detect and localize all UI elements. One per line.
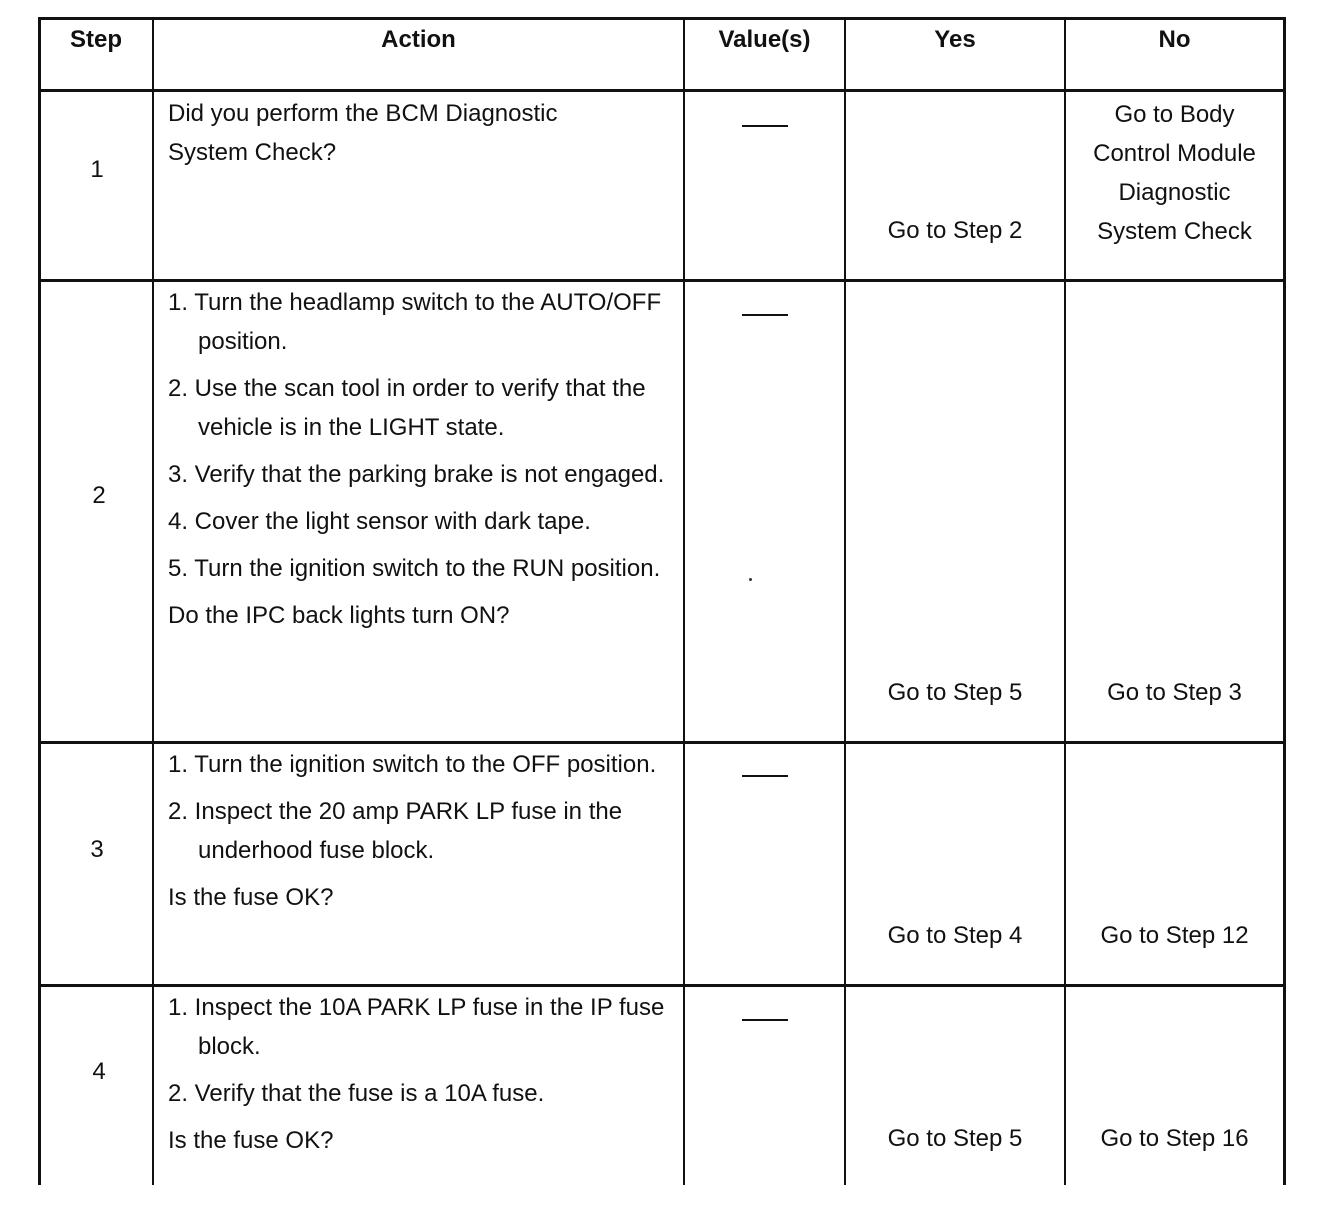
header-action: Action [381, 26, 456, 53]
step-number: 1 [90, 156, 104, 183]
grid-line [844, 17, 846, 1185]
step-number: 2 [92, 482, 106, 509]
grid-line [38, 741, 1286, 744]
yes-result: Go to Step 2 [887, 217, 1023, 244]
step-number: 4 [92, 1058, 106, 1085]
header-yes: Yes [934, 26, 976, 53]
grid-line [38, 17, 41, 1185]
list-item: 2. Use the scan tool in order to verify that the vehicle is in the LIGHT state. [168, 375, 646, 441]
header-values: Value(s) [718, 26, 811, 53]
yes-result: Go to Step 5 [887, 1125, 1023, 1152]
no-result: Go to Step 12 [1100, 922, 1249, 949]
no-result: Go to Body Control Module Diagnostic System Check [1093, 101, 1256, 245]
no-result: Go to Step 16 [1100, 1125, 1249, 1152]
action-text [168, 283, 708, 635]
list-item: 1. Turn the headlamp switch to the AUTO/OFF position. [168, 289, 662, 355]
action-text [168, 745, 708, 917]
value-dash [742, 1019, 788, 1021]
list-item: 2. Inspect the 20 amp PARK LP fuse in the underhood fuse block. [168, 798, 623, 864]
grid-line [38, 17, 1286, 20]
header-step: Step [69, 26, 122, 53]
question: Is the fuse OK? [168, 1127, 334, 1154]
no-result: Go to Step 3 [1107, 679, 1242, 706]
value-dash [742, 775, 788, 777]
action-text: Did you perform the BCM Diagnostic System Check? [168, 100, 558, 166]
yes-result: Go to Step 5 [887, 679, 1023, 706]
list-item: 4. Cover the light sensor with dark tape. [168, 508, 591, 535]
yes-result: Go to Step 4 [887, 922, 1023, 949]
list-item: 1. Inspect the 10A PARK LP fuse in the IP fuse block. [168, 994, 665, 1060]
question: Is the fuse OK? [168, 884, 334, 911]
grid-line [38, 89, 1286, 92]
grid-line [38, 984, 1286, 987]
grid-line [38, 279, 1286, 282]
value-dash [742, 125, 788, 127]
action-text [168, 988, 708, 1160]
grid-line [152, 17, 154, 1185]
list-item: 5. Turn the ignition switch to the RUN position. [168, 555, 661, 582]
list-item: 2. Verify that the fuse is a 10A fuse. [168, 1080, 545, 1107]
question: Do the IPC back lights turn ON? [168, 602, 510, 629]
header-no: No [1158, 26, 1191, 53]
list-item: 3. Verify that the parking brake is not engaged. [168, 461, 665, 488]
list-item: 1. Turn the ignition switch to the OFF position. [168, 751, 657, 778]
grid-line [1283, 17, 1286, 1185]
step-number: 3 [90, 836, 104, 863]
value-dash [742, 314, 788, 316]
speck [749, 578, 752, 581]
